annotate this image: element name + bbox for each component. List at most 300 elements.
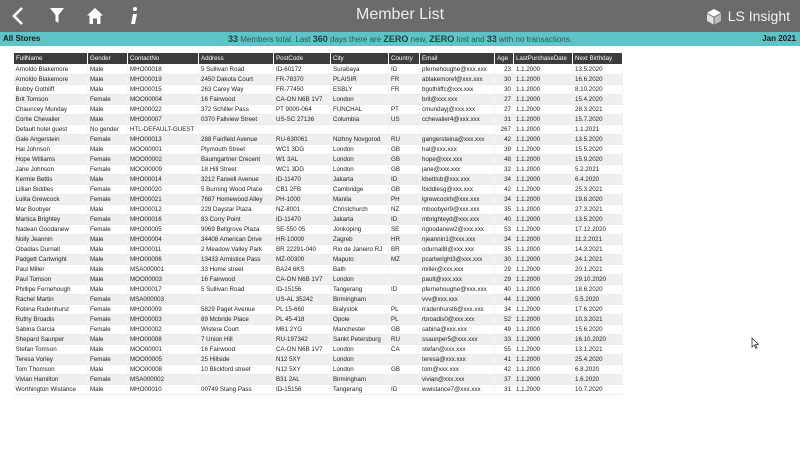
cell-gender: Female	[88, 135, 128, 145]
summary-new: ZERO	[383, 34, 409, 44]
cell-gender: Female	[88, 215, 128, 225]
table-row[interactable]	[14, 245, 623, 255]
cell-address: Baumgartner Crecent	[199, 155, 274, 165]
cell-email: sabina@xxx.xxx	[420, 325, 495, 335]
cell-next-birthday: 25.4.2020	[573, 355, 623, 365]
table-row[interactable]	[14, 335, 623, 345]
cell-postcode: ID-15156	[274, 385, 331, 395]
cell-postcode: SE-550 05	[274, 225, 331, 235]
cell-country: PL	[389, 315, 420, 325]
cell-postcode: MZ-00300	[274, 255, 331, 265]
cell-postcode	[274, 125, 331, 135]
cell-next-birthday: 10.7.2020	[573, 385, 623, 395]
cell-postcode: CA-ON N6B 1V7	[274, 95, 331, 105]
column-header-lastpurchasedate[interactable]: LastPurchaseDate	[514, 53, 573, 65]
cell-lastpurchasedate: 1.1.2000	[514, 75, 573, 85]
store-selector[interactable]: All Stores	[3, 34, 41, 43]
cell-gender: Male	[88, 235, 128, 245]
cell-postcode: BR 22291-040	[274, 245, 331, 255]
cell-fullname: Vivian Hamilton	[14, 375, 88, 385]
cell-postcode: PT 9000-064	[274, 105, 331, 115]
cell-contactno: MHO00005	[128, 225, 199, 235]
cell-gender: Female	[88, 165, 128, 175]
table-row[interactable]	[14, 65, 623, 75]
cell-next-birthday: 5.5.2020	[573, 295, 623, 305]
cell-contactno: MHO00009	[128, 305, 199, 315]
table-row[interactable]	[14, 95, 623, 105]
cell-postcode: RU-630061	[274, 135, 331, 145]
cell-lastpurchasedate: 1.1.2000	[514, 245, 573, 255]
cell-city: Columbia	[331, 115, 389, 125]
cell-country: ID	[389, 215, 420, 225]
cell-country	[389, 295, 420, 305]
cell-age: 31	[495, 115, 514, 125]
cell-next-birthday: 17.12.2020	[573, 225, 623, 235]
cell-contactno: MHO00019	[128, 75, 199, 85]
cell-email: rradenhurst6@xxx.xxx	[420, 305, 495, 315]
cell-country	[389, 355, 420, 365]
cell-address: 288 Fairfield Avenue	[199, 135, 274, 145]
table-row[interactable]	[14, 195, 623, 205]
cell-gender: Male	[88, 75, 128, 85]
cell-address: 16 Fairwood	[199, 95, 274, 105]
cell-contactno: MSA000002	[128, 375, 199, 385]
cell-contactno: MHO00020	[128, 185, 199, 195]
cell-next-birthday: 1.1.2021	[573, 125, 623, 135]
cell-postcode: FR-78370	[274, 75, 331, 85]
cell-email: pault@xxx.xxx	[420, 275, 495, 285]
cell-fullname: Tom Thomson	[14, 365, 88, 375]
cell-country	[389, 265, 420, 275]
cell-country: GB	[389, 165, 420, 175]
cell-gender: Male	[88, 385, 128, 395]
cell-address: 0370 Fallview Street	[199, 115, 274, 125]
cell-country	[389, 375, 420, 385]
table-row[interactable]	[14, 205, 623, 215]
cell-postcode: PL 45-418	[274, 315, 331, 325]
cell-next-birthday: 27.3.2021	[573, 205, 623, 215]
cell-postcode: WC1 3DG	[274, 165, 331, 175]
cell-email: ssaunper5@xxx.xxx	[420, 335, 495, 345]
cell-email: wwistance7@xxx.xxx	[420, 385, 495, 395]
cell-age: 31	[495, 385, 514, 395]
cell-address: 18 Hill Street	[199, 165, 274, 175]
cell-postcode: ID-11470	[274, 215, 331, 225]
cell-country: SE	[389, 225, 420, 235]
cell-postcode: FR-77450	[274, 85, 331, 95]
cell-address: 83 Corry Point	[199, 215, 274, 225]
cell-lastpurchasedate: 1.1.2000	[514, 355, 573, 365]
cell-city: London	[331, 365, 389, 375]
cell-email: jane@xxx.xxx	[420, 165, 495, 175]
table-row[interactable]	[14, 125, 623, 135]
cell-age: 34	[495, 195, 514, 205]
table-row[interactable]	[14, 255, 623, 265]
cell-city: Jonkoping	[331, 225, 389, 235]
table-row[interactable]	[14, 365, 623, 375]
cell-next-birthday: 13.5.2020	[573, 65, 623, 75]
cell-next-birthday: 15.7.2020	[573, 115, 623, 125]
cell-postcode: WC1 3DG	[274, 145, 331, 155]
cell-postcode: ID-60172	[274, 65, 331, 75]
cell-age: 42	[495, 365, 514, 375]
cell-email: pfernehoughe@xxx.xxx	[420, 285, 495, 295]
cell-country: PT	[389, 105, 420, 115]
cell-lastpurchasedate: 1.1.2000	[514, 335, 573, 345]
cell-age: 267	[495, 125, 514, 135]
cell-next-birthday: 15.4.2020	[573, 95, 623, 105]
cell-country: FR	[389, 75, 420, 85]
column-header-email[interactable]: Email	[420, 53, 495, 65]
cell-age: 34	[495, 305, 514, 315]
cell-city: Christchurch	[331, 205, 389, 215]
cell-email: vvv@xxx.xxx	[420, 295, 495, 305]
cell-country: RU	[389, 335, 420, 345]
cell-address: 89 Mcbride Place	[199, 315, 274, 325]
cell-contactno: MHO00004	[128, 235, 199, 245]
cell-postcode: CB1 2FB	[274, 185, 331, 195]
period-selector[interactable]: Jan 2021	[762, 34, 796, 43]
cell-lastpurchasedate: 1.1.2000	[514, 285, 573, 295]
cell-country: GB	[389, 185, 420, 195]
cell-fullname: Teresa Vorley	[14, 355, 88, 365]
cell-city: London	[331, 345, 389, 355]
cell-age: 49	[495, 325, 514, 335]
cell-city: Bath	[331, 265, 389, 275]
column-header-address[interactable]: Address	[199, 53, 274, 65]
summary-text-5: with no transactions.	[496, 35, 572, 44]
table-header	[14, 53, 623, 65]
cell-age: 27	[495, 95, 514, 105]
cell-address: 34408 American Drive	[199, 235, 274, 245]
cell-fullname: Obadias Durnall	[14, 245, 88, 255]
table-row[interactable]	[14, 155, 623, 165]
cell-next-birthday: 6.8.2020	[573, 365, 623, 375]
table-row[interactable]	[14, 315, 623, 325]
cell-contactno: MHO00013	[128, 135, 199, 145]
table-row[interactable]	[14, 135, 623, 145]
cell-age: 42	[495, 185, 514, 195]
table-row[interactable]	[14, 175, 623, 185]
cell-lastpurchasedate: 1.1.2000	[514, 125, 573, 135]
cell-gender: Female	[88, 185, 128, 195]
cell-lastpurchasedate: 1.1.2000	[514, 235, 573, 245]
cell-lastpurchasedate: 1.1.2000	[514, 195, 573, 205]
back-icon	[11, 6, 25, 26]
cell-postcode: RU-197342	[274, 335, 331, 345]
table-row[interactable]	[14, 105, 623, 115]
cell-fullname: Cortie Chevalier	[14, 115, 88, 125]
cell-city: Bialystok	[331, 305, 389, 315]
summary-total: 33	[228, 34, 239, 44]
cell-gender: Female	[88, 95, 128, 105]
cell-lastpurchasedate: 1.1.2000	[514, 145, 573, 155]
cell-contactno: MHO00011	[128, 245, 199, 255]
cell-fullname: Hal Johnson	[14, 145, 88, 155]
column-header-country[interactable]: Country	[389, 53, 420, 65]
cell-postcode: ID-15156	[274, 285, 331, 295]
cell-city: Jakarta	[331, 215, 389, 225]
cell-email: mboobyer9@xxx.xxx	[420, 205, 495, 215]
cell-age: 37	[495, 375, 514, 385]
cell-city: Surabaya	[331, 65, 389, 75]
cell-gender: Female	[88, 315, 128, 325]
cell-email: cmundayj@xxx.xxx	[420, 105, 495, 115]
cell-age: 35	[495, 205, 514, 215]
cell-next-birthday: 13.5.2020	[573, 215, 623, 225]
cell-next-birthday: 16.10.2020	[573, 335, 623, 345]
column-header-gender[interactable]: Gender	[88, 53, 128, 65]
cell-lastpurchasedate: 1.1.2000	[514, 345, 573, 355]
column-header-next-birthday[interactable]: Next Birthday	[573, 53, 623, 65]
filter-icon	[49, 7, 65, 25]
cell-postcode: CA-ON N6B 1V7	[274, 275, 331, 285]
cell-fullname: Nadean Goodanew	[14, 225, 88, 235]
column-header-postcode[interactable]: PostCode	[274, 53, 331, 65]
cell-next-birthday: 15.6.2020	[573, 325, 623, 335]
cell-postcode: M61 2YG	[274, 325, 331, 335]
cell-next-birthday: 13.5.2020	[573, 135, 623, 145]
cell-next-birthday: 24.1.2021	[573, 255, 623, 265]
cell-contactno: MHO00002	[128, 325, 199, 335]
column-header-contactno[interactable]: ContactNo	[128, 53, 199, 65]
cell-contactno: MHO00003	[128, 315, 199, 325]
cell-country	[389, 125, 420, 135]
cell-next-birthday: 1.6.2020	[573, 375, 623, 385]
cell-lastpurchasedate: 1.1.2000	[514, 385, 573, 395]
cell-fullname: Stefan Tomson	[14, 345, 88, 355]
cell-contactno: MHO00008	[128, 335, 199, 345]
cell-email: pfernehoughe@xxx.xxx	[420, 65, 495, 75]
cell-fullname: Lillian Biddles	[14, 185, 88, 195]
cell-email: rbroadis0@xxx.xxx	[420, 315, 495, 325]
cell-country: MZ	[389, 255, 420, 265]
cell-contactno: MOO00005	[128, 355, 199, 365]
table-row[interactable]	[14, 295, 623, 305]
cell-gender: Female	[88, 325, 128, 335]
cell-email: kbettisb@xxx.xxx	[420, 175, 495, 185]
summary-text-2: days there are	[327, 35, 384, 44]
cell-city: PLAISIR	[331, 75, 389, 85]
cell-country: BR	[389, 245, 420, 255]
cell-country: GB	[389, 325, 420, 335]
back-button[interactable]	[9, 3, 27, 29]
cell-lastpurchasedate: 1.1.2000	[514, 365, 573, 375]
brand-name: LS Insight	[727, 8, 790, 24]
cell-lastpurchasedate: 1.1.2000	[514, 135, 573, 145]
cell-city: Jakarta	[331, 175, 389, 185]
cell-contactno: MHO00016	[128, 215, 199, 225]
cell-next-birthday: 20.1.2021	[573, 265, 623, 275]
cell-next-birthday: 11.2.2021	[573, 235, 623, 245]
cell-next-birthday: 5.2.2021	[573, 165, 623, 175]
cell-gender: Female	[88, 195, 128, 205]
cell-postcode: B31 2AL	[274, 375, 331, 385]
cell-contactno: MHO00012	[128, 205, 199, 215]
cell-gender: Male	[88, 245, 128, 255]
cell-fullname: Kermie Bettis	[14, 175, 88, 185]
cell-age: 32	[495, 165, 514, 175]
cell-gender: Male	[88, 115, 128, 125]
cell-address: 16 Fairwood	[199, 275, 274, 285]
member-summary	[0, 32, 800, 47]
table-row[interactable]	[14, 145, 623, 155]
cell-next-birthday: 8.10.2020	[573, 85, 623, 95]
table-row[interactable]	[14, 185, 623, 195]
cell-gender: Male	[88, 85, 128, 95]
cell-address: 16 Fairwood	[199, 345, 274, 355]
cell-age: 27	[495, 105, 514, 115]
cell-email: tom@xxx.xxx	[420, 365, 495, 375]
info-button[interactable]	[127, 3, 141, 29]
cell-country: GB	[389, 145, 420, 155]
cell-fullname: Jane Johnson	[14, 165, 88, 175]
cell-address: 3212 Farwell Avenue	[199, 175, 274, 185]
table-row[interactable]	[14, 275, 623, 285]
cell-fullname: Ruthy Broadis	[14, 315, 88, 325]
cell-gender: Male	[88, 345, 128, 355]
cell-address: 263 Carey Way	[199, 85, 274, 95]
cell-email: odurnall8@xxx.xxx	[420, 245, 495, 255]
cell-address	[199, 375, 274, 385]
cell-fullname: Phillipe Fernehough	[14, 285, 88, 295]
cell-contactno: MSA000001	[128, 265, 199, 275]
info-icon	[129, 6, 139, 26]
cell-email	[420, 125, 495, 135]
cell-contactno: MSA000003	[128, 295, 199, 305]
table-row[interactable]	[14, 235, 623, 245]
cell-fullname: Arnoldo Blakemore	[14, 75, 88, 85]
cell-city: London	[331, 275, 389, 285]
cell-fullname: Rachel Martin	[14, 295, 88, 305]
cell-lastpurchasedate: 1.1.2000	[514, 305, 573, 315]
table-row[interactable]	[14, 225, 623, 235]
cell-contactno: MHO00018	[128, 65, 199, 75]
cell-next-birthday: 18.6.2020	[573, 285, 623, 295]
table-row[interactable]	[14, 285, 623, 295]
page-title: Member List	[355, 6, 445, 23]
cell-country: FR	[389, 85, 420, 95]
cell-email: brit@xxx.xxx	[420, 95, 495, 105]
cell-fullname: Default hotel guest	[14, 125, 88, 135]
cell-fullname: Worthington Wistance	[14, 385, 88, 395]
table-row[interactable]	[14, 305, 623, 315]
cell-next-birthday: 25.3.2021	[573, 185, 623, 195]
cell-next-birthday: 16.6.2020	[573, 75, 623, 85]
cell-age: 40	[495, 215, 514, 225]
cell-age: 44	[495, 295, 514, 305]
cell-country	[389, 275, 420, 285]
cell-country: US	[389, 115, 420, 125]
cell-email: bgothliffc@xxx.xxx	[420, 85, 495, 95]
table-row[interactable]	[14, 375, 623, 385]
cell-country: ID	[389, 65, 420, 75]
cell-contactno: MHO00006	[128, 255, 199, 265]
cell-address: 372 Schiller Pass	[199, 105, 274, 115]
cell-email: vivian@xxx.xxx	[420, 375, 495, 385]
table-row[interactable]	[14, 325, 623, 335]
cell-lastpurchasedate: 1.1.2000	[514, 175, 573, 185]
table-row[interactable]	[14, 355, 623, 365]
summary-text-3: new,	[408, 35, 430, 44]
home-button[interactable]	[85, 3, 105, 29]
cell-address: 5829 Paget Avenue	[199, 305, 274, 315]
cell-address: Wistera Court	[199, 325, 274, 335]
cell-lastpurchasedate: 1.1.2000	[514, 85, 573, 95]
cell-contactno: MHO00014	[128, 175, 199, 185]
cell-email: cchevalier4@xxx.xxx	[420, 115, 495, 125]
cell-lastpurchasedate: 1.1.2000	[514, 105, 573, 115]
cell-fullname: Chauncey Munday	[14, 105, 88, 115]
cell-postcode: BA24 6KS	[274, 265, 331, 275]
table-row[interactable]	[14, 75, 623, 85]
summary-text-4: lost and	[454, 35, 487, 44]
cell-city: London	[331, 355, 389, 365]
cell-city: Manila	[331, 195, 389, 205]
cell-lastpurchasedate: 1.1.2000	[514, 185, 573, 195]
cell-gender: Male	[88, 285, 128, 295]
cell-email: lbiddlesg@xxx.xxx	[420, 185, 495, 195]
cell-city	[331, 125, 389, 135]
cell-email: mbrighteyd@xxx.xxx	[420, 215, 495, 225]
column-header-age[interactable]: Age	[495, 53, 514, 65]
cell-address: 7687 Homewood Alley	[199, 195, 274, 205]
table-row[interactable]	[14, 215, 623, 225]
cell-address: 5 Burning Wood Place	[199, 185, 274, 195]
table-row[interactable]	[14, 115, 623, 125]
cell-postcode: W1 3AL	[274, 155, 331, 165]
cell-country: PL	[389, 305, 420, 315]
cell-age: 39	[495, 145, 514, 155]
cell-age: 29	[495, 275, 514, 285]
cell-contactno: MOO00008	[128, 365, 199, 375]
filter-button[interactable]	[48, 3, 66, 29]
cell-lastpurchasedate: 1.1.2000	[514, 315, 573, 325]
column-header-city[interactable]: City	[331, 53, 389, 65]
table-row[interactable]	[14, 385, 623, 395]
cell-gender: Female	[88, 355, 128, 365]
cell-postcode: N12 5XY	[274, 355, 331, 365]
cell-age: 23	[495, 65, 514, 75]
cell-next-birthday: 19.8.2020	[573, 195, 623, 205]
cell-fullname: Martica Brightey	[14, 215, 88, 225]
cell-lastpurchasedate: 1.1.2000	[514, 95, 573, 105]
cell-postcode: PH-1000	[274, 195, 331, 205]
cell-address: 229 Daystar Plaza	[199, 205, 274, 215]
column-header-fullname[interactable]: FullName	[14, 53, 88, 65]
cell-fullname: Brit Tomson	[14, 95, 88, 105]
cell-postcode: ID-11470	[274, 175, 331, 185]
cell-next-birthday: 15.5.2020	[573, 145, 623, 155]
cell-gender: Female	[88, 155, 128, 165]
table-row[interactable]	[14, 345, 623, 355]
cell-city: Tangerang	[331, 285, 389, 295]
cell-country: GB	[389, 365, 420, 375]
cell-postcode: PL 15-660	[274, 305, 331, 315]
cell-city: FUNCHAL	[331, 105, 389, 115]
cell-fullname: Gale Angerstein	[14, 135, 88, 145]
cell-city: ESBLY	[331, 85, 389, 95]
cell-address: 2450 Dakota Court	[199, 75, 274, 85]
table-row[interactable]	[14, 85, 623, 95]
cell-gender: Male	[88, 175, 128, 185]
table-row[interactable]	[14, 165, 623, 175]
cell-lastpurchasedate: 1.1.2000	[514, 115, 573, 125]
table-row[interactable]	[14, 265, 623, 275]
cell-age: 34	[495, 235, 514, 245]
cell-contactno: MOO00003	[128, 275, 199, 285]
summary-no-transactions: 33	[486, 34, 497, 44]
